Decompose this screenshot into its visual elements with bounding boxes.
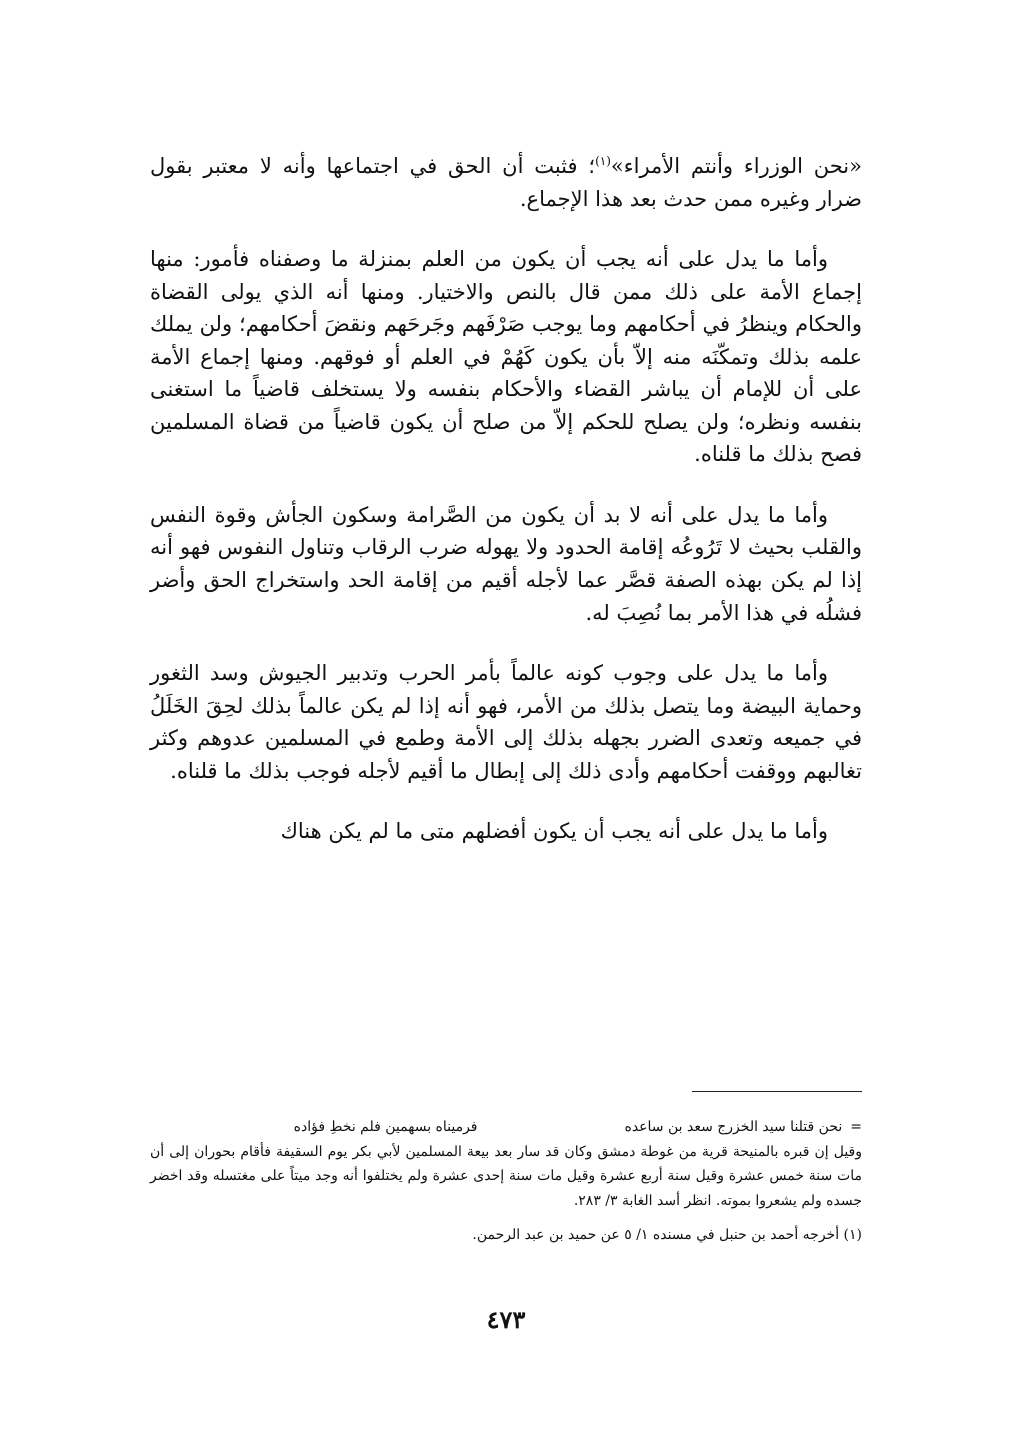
book-page: [150, 150, 862, 1450]
footnote-divider: [692, 1091, 862, 1092]
footnote-1: (١) أخرجه أحمد بن حنبل في مسنده ١/ ٥ عن حميد بن عبد الرحمن.: [472, 1227, 862, 1243]
continuation-marker: =: [850, 1119, 862, 1135]
poetry-verse: [150, 1115, 862, 1140]
paragraph-4: وأما ما يدل على وجوب كونه عالماً بأمر الحرب وتدبير الجيوش وسد الثغور وحماية البيضة وما يتصل بذلك من الأمر، فهو أنه إذا لم يكن عالماً بذلك لحِقَ الخَلَلُ في جميعه وتعدى الضرر بجهله بذلك إلى الأمة وطمع في المسلمين عدوهم وكثر تغالبهم ووقفت أحكامهم وأدى ذلك إلى إبطال ما أقيم لأجله فوجب بذلك ما قلناه.: [150, 661, 862, 783]
paragraph-3: وأما ما يدل على أنه لا بد أن يكون من الصَّرامة وسكون الجأش وقوة النفس والقلب بحيث لا تَرُوعُه إقامة الحدود ولا يهوله ضرب الرقاب وتناول النفوس فهو أنه إذا لم يكن بهذه الصفة قصَّر عما لأجله أقيم من إقامة الحد واستخراج الحق وأضر فشلُه في هذا الأمر بما نُصِبَ له.: [150, 502, 862, 625]
verse-first-half: =نحن قتلنا سيد الخزرج سعد بن ساعده: [624, 1119, 862, 1135]
paragraph-1: «نحن الوزراء وأنتم الأمراء»$^{(١)}$؛ فثبت أن الحق في اجتماعها وأنه لا معتبر بقول ضرار وغيره ممن حدث بعد هذا الإجماع.: [150, 154, 862, 211]
main-text: [150, 150, 862, 848]
verse-second-half: فرميناه بسهمين فلم نخطِ فؤاده: [293, 1119, 478, 1135]
paragraph-2: وأما ما يدل على أنه يجب أن يكون من العلم بمنزلة ما وصفناه فأمور: منها إجماع الأمة على ذلك ممن قال بالنص والاختيار. ومنها أنه الذي يولى القضاة والحكام وينظرُ في أحكامهم وما يوجب صَرْفَهم وجَرحَهم ونقضَ أحكامهم؛ ولن يملك علمه بذلك وتمكّنَه منه إلاّ بأن يكون كَهُمْ في العلم أو فوقهم. ومنها إجماع الأمة على أن للإمام أن يباشر القضاء والأحكام بنفسه ولا يستخلف قاضياً ما استغنى بنفسه ونظره؛ ولن يصلح للحكم إلاّ من صلح أن يكون قاضياً من قضاة المسلمين فصح بذلك ما قلناه.: [150, 247, 862, 467]
footnotes: [150, 1115, 862, 1258]
footnote-continuation: [150, 1115, 862, 1213]
footnote-reference[interactable]: (١): [595, 154, 611, 168]
page-number: ٤٧٣: [486, 1305, 526, 1334]
footnote-continuation-text: وقيل إن قبره بالمنيحة قرية من غوطة دمشق وكان قد سار بعد بيعة المسلمين لأبي بكر يوم السقيفة فأقام بحوران إلى أن مات سنة خمس عشرة وقيل سنة أربع عشرة وقيل مات سنة إحدى عشرة ولم يختلفوا أنه وجد ميتاً على مغتسله وقد اخضر جسده ولم يشعروا بموته. انظر أسد الغابة ٣/ ٢٨٣.: [150, 1143, 862, 1209]
paragraph-5: وأما ما يدل على أنه يجب أن يكون أفضلهم متى ما لم يكن هناك: [280, 819, 828, 844]
